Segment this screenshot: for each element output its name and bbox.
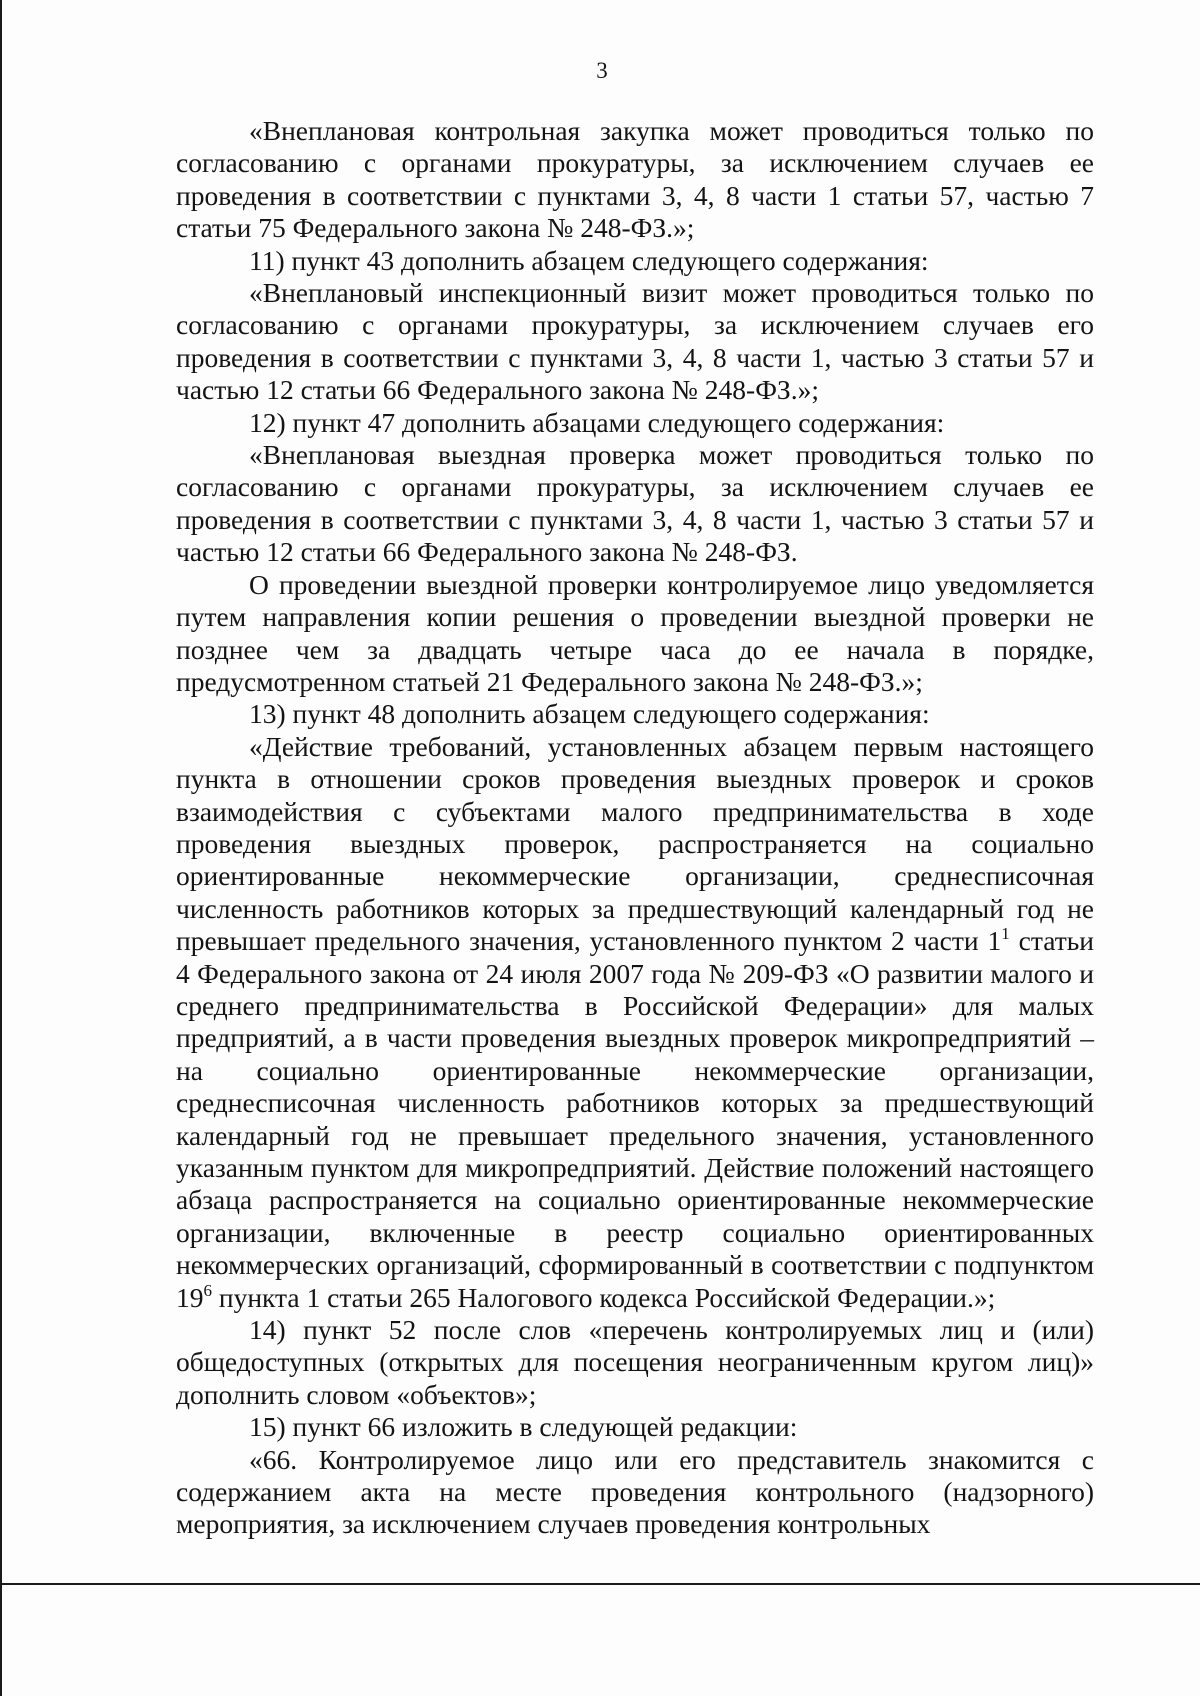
paragraph-text-part: статьи 4 Федерального закона от 24 июля 2007 года № 209-ФЗ «О развитии малого и среднего предпринимательства в Российской Федерации» для малых предприятий, а в части проведения выездных проверок микропредприятий – на социально ориентированные некоммерческие организации, среднесписочная численность работников которых за предшествующий календарный год не превышает предельного значения, установленного указанным пунктом для микропредприятий. Действие положений настоящего абзаца распространяется на социально ориентированные некоммерческие организации, включенные в реестр социально ориентированных некоммерческих организаций, сформированный в соответствии с подпунктом 19 [176,925,1094,1313]
paragraph: «Внеплановый инспекционный визит может проводиться только по согласованию с органами прокуратуры, за исключением случаев его проведения в соответствии с пунктами 3, 4, 8 части 1, частью 3 статьи 57 и частью 12 статьи 66 Федерального закона № 248-ФЗ.»; [176,277,1094,406]
superscript: 1 [1001,924,1010,944]
paragraph: «66. Контролируемое лицо или его представитель знакомится с содержанием акта на месте проведения контрольного (надзорного) мероприятия, за исключением случаев проведения контрольных [176,1443,1094,1540]
paragraph-with-footnote-refs [176,731,1094,1314]
superscript: 6 [203,1280,212,1300]
paragraph: 15) пункт 66 изложить в следующей редакции: [249,1411,798,1443]
paragraph: 13) пункт 48 дополнить абзацем следующего содержания: [249,698,930,730]
scan-edge-line [2,1583,1200,1585]
paragraph: 11) пункт 43 дополнить абзацем следующего содержания: [249,244,929,276]
document-body [176,115,1094,1541]
paragraph: 14) пункт 52 после слов «перечень контролируемых лиц и (или) общедоступных (открытых для посещения неограниченным кругом лиц)» дополнить словом «объектов»; [176,1314,1094,1410]
paragraph: О проведении выездной проверки контролируемое лицо уведомляется путем направления копии решения о проведении выездной проверки не позднее чем за двадцать четыре часа до ее начала в порядке, предусмотренном статьей 21 Федерального закона № 248-ФЗ.»; [176,568,1094,697]
paragraph: «Внеплановая выездная проверка может проводиться только по согласованию с органами прокуратуры, за исключением случаев ее проведения в соответствии с пунктами 3, 4, 8 части 1, частью 3 статьи 57 и частью 12 статьи 66 Федерального закона № 248-ФЗ. [176,439,1094,568]
page-number: 3 [596,58,608,83]
paragraph: 12) пункт 47 дополнить абзацами следующего содержания: [249,406,945,438]
paragraph: «Внеплановая контрольная закупка может проводиться только по согласованию с органами прокуратуры, за исключением случаев ее проведения в соответствии с пунктами 3, 4, 8 части 1 статьи 57, частью 7 статьи 75 Федерального закона № 248-ФЗ.»; [176,115,1094,244]
paragraph-text-part: «Действие требований, установленных абзацем первым настоящего пункта в отношении сроков проведения выездных проверок и сроков взаимодействия с субъектами малого предпринимательства в ходе проведения выездных проверок, распространяется на социально ориентированные некоммерческие организации, среднесписочная численность работников которых за предшествующий календарный год не превышает предельного значения, установленного пунктом 2 части 1 [176,730,1094,957]
paragraph-text-part: пункта 1 статьи 265 Налогового кодекса Российской Федерации.»; [212,1281,996,1313]
